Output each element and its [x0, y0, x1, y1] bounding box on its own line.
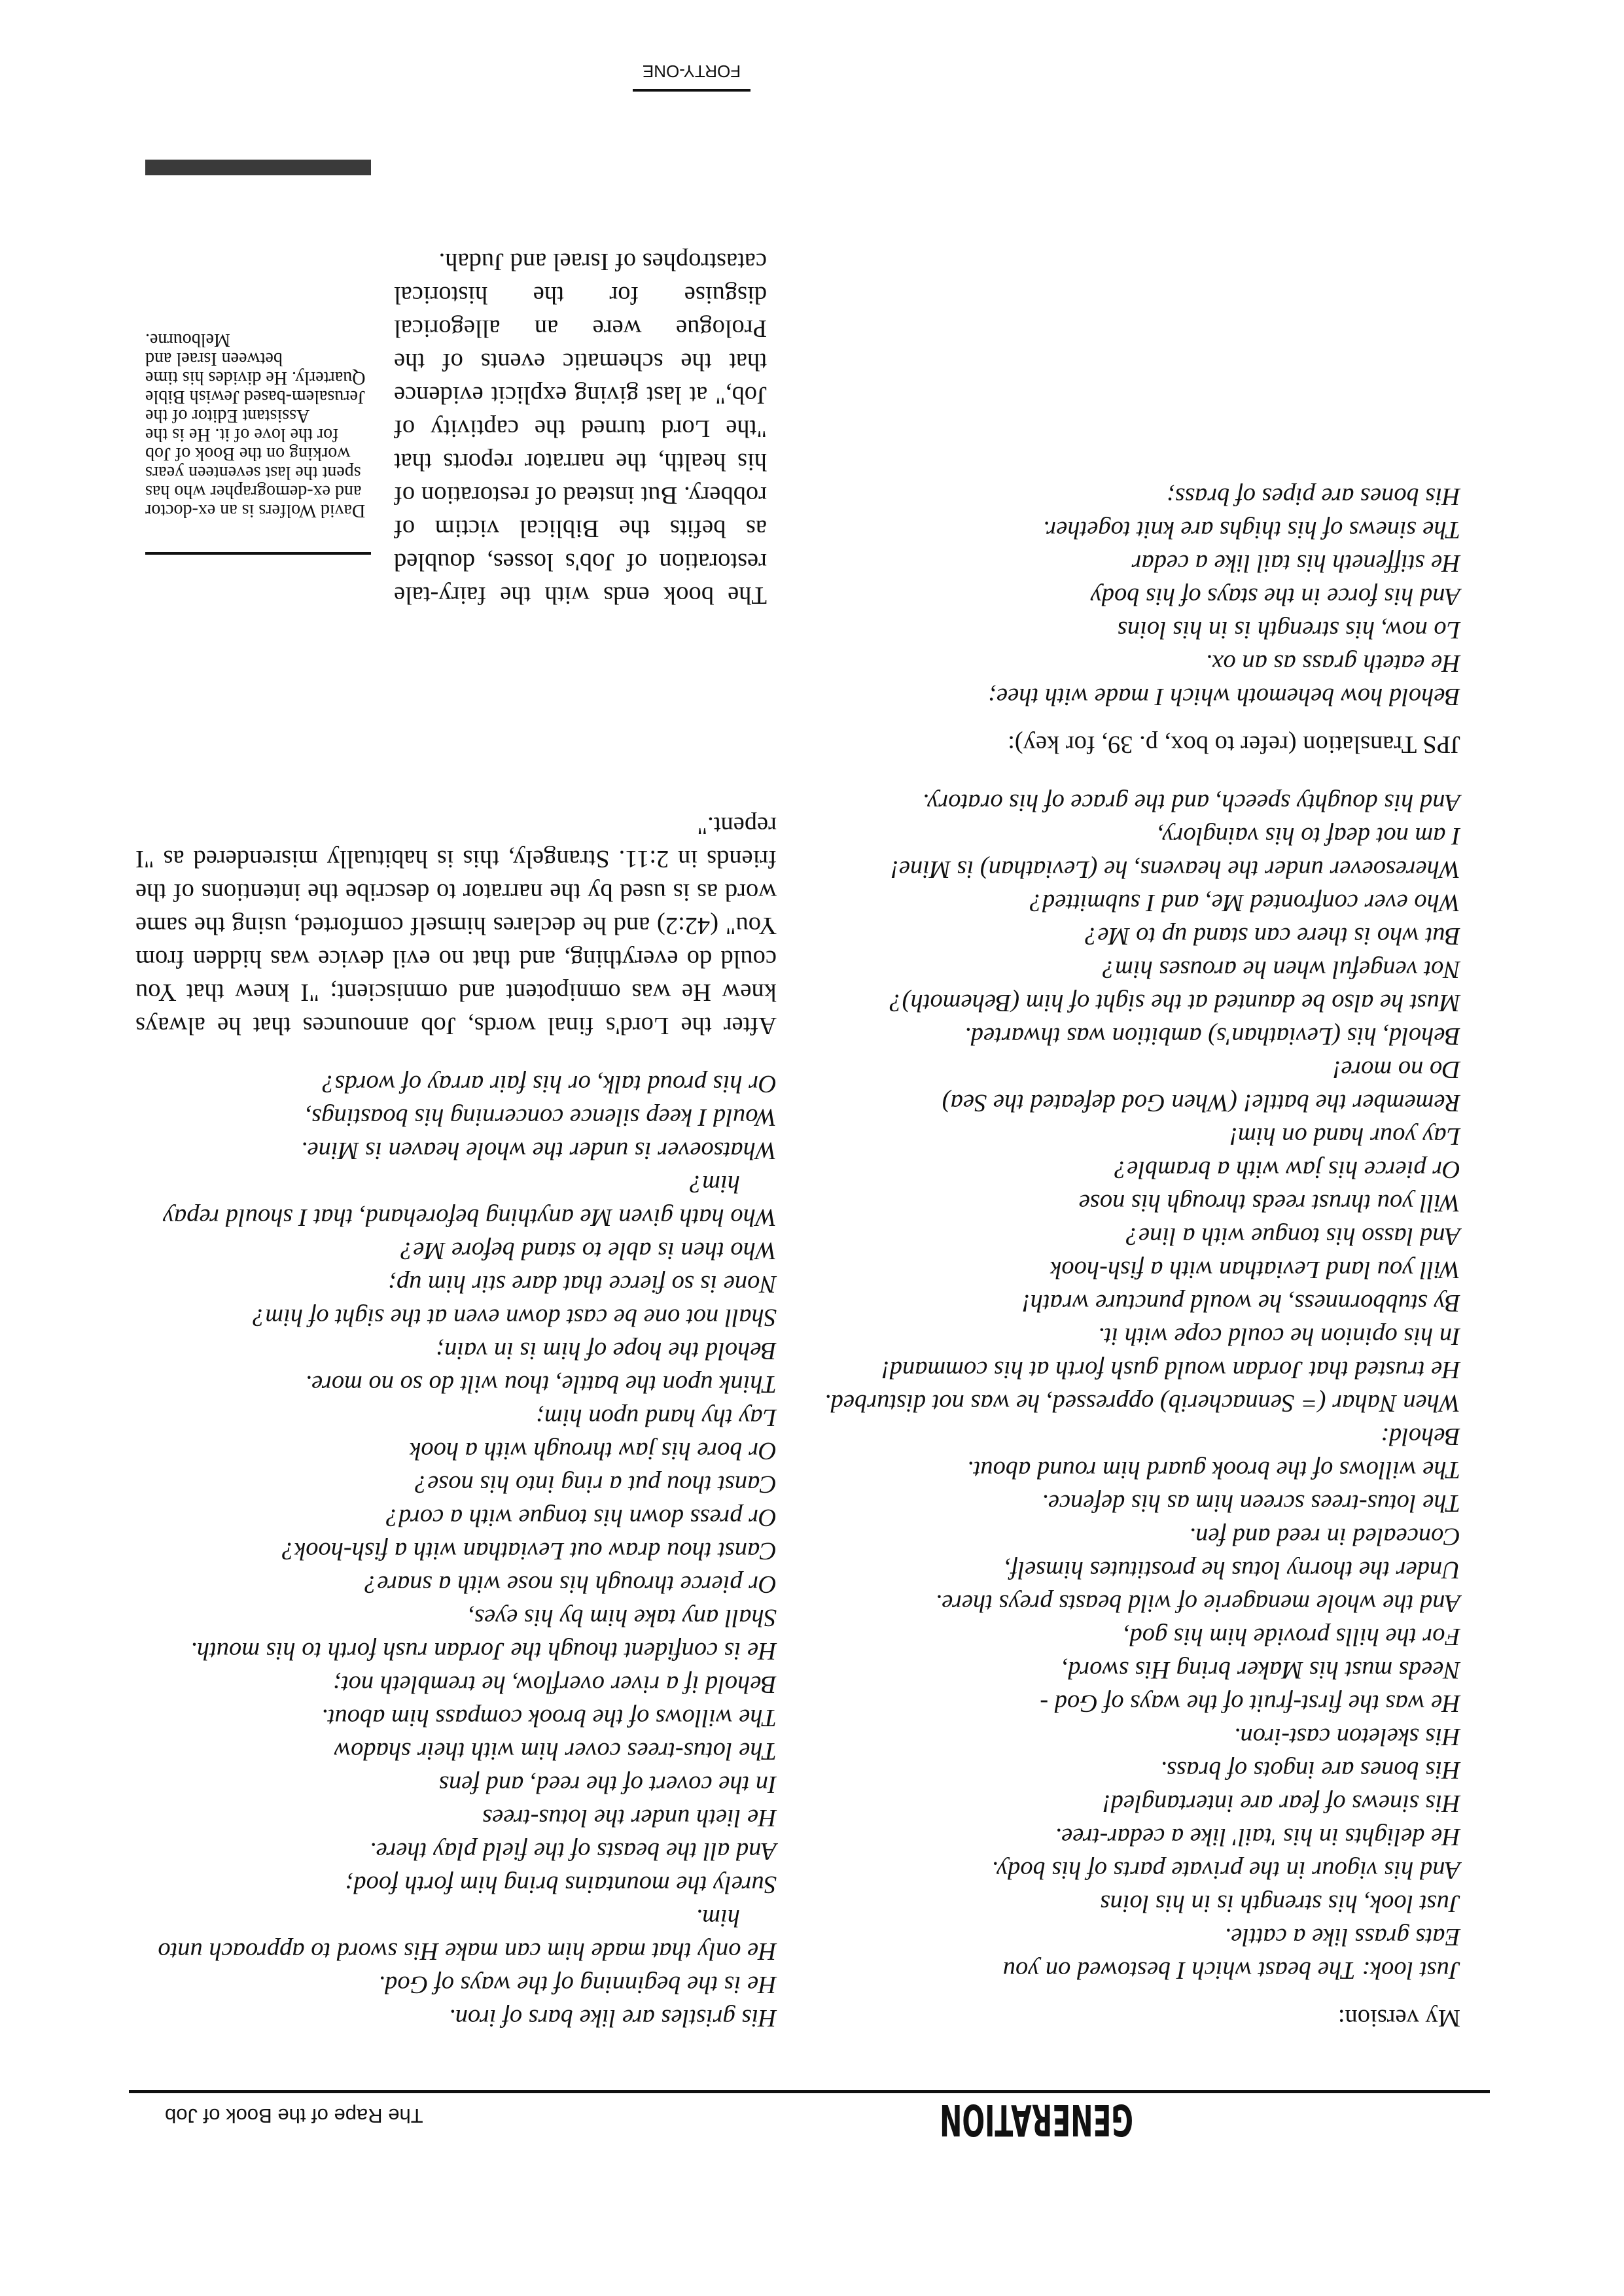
- verse-line: He trusted that Jordan would gush forth at his command!: [881, 1356, 1460, 1383]
- verse-line: Concealed in reed and fen.: [1189, 1523, 1460, 1550]
- verse-line: But who is there can stand up to Me?: [1085, 922, 1460, 950]
- verse-line: Do no more!: [1332, 1056, 1460, 1083]
- jps-verse: [800, 479, 1460, 713]
- verse-line: Whatsoever is under the whole heaven is Mine.: [300, 1137, 777, 1164]
- verse-line: For the hills provide him his god,: [1123, 1623, 1460, 1650]
- verse-line: And the whole menagerie of wild beasts preys there.: [935, 1590, 1460, 1617]
- verse-line: Shall not one be cast down even at the sight of him?: [253, 1304, 777, 1331]
- my-version-verse: [800, 786, 1460, 1987]
- verse-line: Under the thorny lotus he prostitutes himself,: [1004, 1556, 1460, 1584]
- verse-line: Wheresoever under the heavens, he (Leviathan) is Mine!: [891, 856, 1460, 883]
- verse-line: Who ever confronted Me, and I submitted?: [1029, 889, 1460, 916]
- verse-line: The lotus-trees screen him as his defence.: [1042, 1489, 1460, 1517]
- verse-line: I am not deaf to his vainglory,: [1157, 822, 1460, 850]
- verse-line: Behold:: [1381, 1423, 1460, 1450]
- verse-line: Shall any take him by his eyes,: [468, 1604, 777, 1631]
- right-column: [135, 809, 777, 2034]
- verse-line: His bones are pipes of brass;: [1167, 483, 1460, 510]
- verse-line: Would I keep silence concerning his boastings,: [305, 1104, 777, 1131]
- my-version-heading: My version:: [1337, 2004, 1460, 2032]
- verse-line: Behold the hope of him is in vain;: [436, 1337, 777, 1365]
- verse-line: And his vigour in the private parts of his body.: [991, 1856, 1460, 1884]
- verse-line: The willows of the brook guard him round about.: [967, 1456, 1460, 1484]
- verse-line: And his force in the stays of his body: [1090, 583, 1460, 610]
- verse-line: He stiffeneth his tail like a cedar: [1131, 549, 1460, 577]
- verse-line: In the covert of the reed, and fens: [438, 1771, 777, 1798]
- verse-line: By stubbornness, he would puncture wrath!: [1021, 1289, 1460, 1317]
- verse-line: Eats grass like a cattle.: [1224, 1923, 1460, 1951]
- verse-line: In his opinion he could cope with it.: [1098, 1323, 1460, 1350]
- verse-line: He delights in his 'tail' like a cedar-tree.: [1055, 1823, 1460, 1851]
- verse-line: His sinews of fear are intertangled!: [1102, 1790, 1460, 1817]
- verse-line: When Nahar (= Sennacherib) oppressed, he was not disturbed.: [824, 1389, 1460, 1417]
- verse-line: And all the beasts of the field play there.: [370, 1837, 777, 1865]
- author-bio: David Wolfers is an ex-doctor and ex-demographer who has spent the last seventeen years working on the Book of Job for the love of it. He is the Assistant Editor of the Jerusalem-based Jewish Bible Quarterly. He divides his time between Israel and Melbourne.: [145, 330, 366, 521]
- jps-heading: JPS Translation (refer to box, p. 39, for key):: [1008, 731, 1460, 758]
- verse-line: He eateth grass as an ox.: [1205, 650, 1460, 677]
- verse-line: The sinews of his thighs are knit together.: [1042, 516, 1460, 544]
- body-paragraph-2: The book ends with the fairy-tale restoration of Job's losses, doubled as befits the Biblical victim of robbery. But instead of restoration of his health, the narrator reports that "the Lord turned the captivity of Job," at last giving explicit evidence that the schematic events of the Prologue were an allegorical disguise for the historical catastrophes of Israel and Judah.: [394, 248, 767, 609]
- verse-line: And lasso his tongue with a line?: [1125, 1223, 1460, 1250]
- verse-line: He was the first-fruit of the ways of God -: [1040, 1690, 1460, 1717]
- verse-line: He is the beginning of the ways of God.: [378, 1971, 777, 1998]
- verse-line: Behold, his (Leviathan's) ambition was thwarted.: [964, 1022, 1460, 1050]
- verse-line: His gristles are like bars of iron.: [449, 2004, 777, 2032]
- verse-line: Or bore his jaw through with a hook: [410, 1437, 777, 1465]
- verse-line: Think upon the battle, thou wilt do so no more.: [305, 1370, 777, 1398]
- verse-line: None is so fierce that dare stir him up;: [388, 1270, 777, 1298]
- verse-line: Must he also be daunted at the sight of him (Behemoth)?: [889, 989, 1460, 1017]
- verse-line: Canst thou put a ring into his nose?: [415, 1470, 777, 1498]
- brand-logo: GENERATION: [940, 2095, 1133, 2145]
- verse-line: The willows of the brook compass him about.: [321, 1704, 777, 1731]
- verse-line: His skeleton cast-iron.: [1233, 1723, 1460, 1750]
- verse-line: Not vengeful when he arouses him?: [1102, 956, 1460, 983]
- verse-line: Who hath given Me anything beforehand, that I should repay him?: [156, 1170, 777, 1231]
- verse-line: Canst thou draw out Leviathan with a fish-hook?: [281, 1537, 777, 1565]
- verse-line: Behold if a river overflow, he trembleth not;: [333, 1671, 777, 1698]
- bio-top-rule: [145, 552, 371, 555]
- verse-line: Or pierce through his nose with a snare?: [364, 1571, 777, 1598]
- verse-line: The lotus-trees cover him with their shadow: [334, 1737, 777, 1765]
- verse-line: Lay thy hand upon him;: [536, 1404, 777, 1431]
- verse-line: He is confident though the Jordan rush forth to his mouth.: [190, 1637, 777, 1665]
- verse-line: Lay your hand on him!: [1229, 1122, 1460, 1150]
- body-paragraph-1: After the Lord's final words, Job announces that he always knew He was omnipotent and omniscient; "I knew that You could do everything, and that no evil device was hidden from You" (42:2) and he declares himself comforted, using the same word as is used by the narrator to describe the intentions of the friends in 2:11. Strangely, this is habitually misrendered as "I repent.": [135, 812, 777, 1039]
- body-paragraph-2-wrap: [394, 245, 767, 612]
- verse-line: Or his proud talk, or his fair array of words?: [322, 1070, 777, 1098]
- left-column: [800, 479, 1460, 2034]
- verse-line: Just look: The beast which I bestowed on you: [1002, 1957, 1460, 1984]
- verse-line: His bones are ingots of brass.: [1160, 1756, 1460, 1784]
- verse-line: Lo now, his strength is in his loins: [1117, 616, 1460, 644]
- jps-verse-continued: [135, 1067, 777, 2034]
- masthead: [129, 2090, 1490, 2146]
- verse-line: Behold how behemoth which I made with thee;: [988, 683, 1460, 710]
- verse-line: Needs must his Maker bring His sword,: [1061, 1656, 1460, 1684]
- verse-line: And his doughty speech, and the grace of his oratory.: [922, 789, 1460, 816]
- verse-line: Surely the mountains bring him forth food;: [345, 1871, 777, 1898]
- bio-bottom-bar: [145, 160, 371, 175]
- verse-line: Will you thrust reeds through his nose: [1078, 1189, 1460, 1217]
- verse-line: He lieth under the lotus-trees: [482, 1804, 777, 1832]
- verse-line: Remember the battle! (When God defeated the Sea): [942, 1089, 1460, 1117]
- page-number-label: FORTY-ONE: [633, 61, 750, 92]
- verse-line: Or pierce his jaw with a bramble?: [1114, 1156, 1460, 1183]
- verse-line: He only that made him can make His sword to approach unto him.: [151, 1904, 777, 1965]
- verse-line: Or press down his tongue with a cord?: [385, 1504, 777, 1531]
- verse-line: Will you land Leviathan with a fish-hook: [1050, 1256, 1460, 1283]
- verse-line: Who then is able to stand before Me?: [400, 1237, 777, 1264]
- running-title: The Rape of the Book of Job: [165, 2104, 423, 2127]
- verse-line: Just look, his strength is in his loins: [1100, 1890, 1460, 1917]
